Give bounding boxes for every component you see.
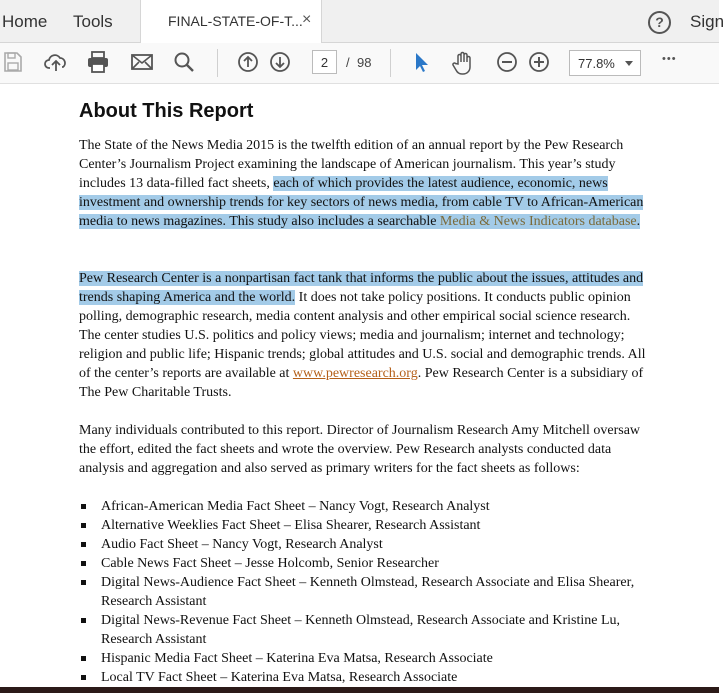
- document-tab[interactable]: [140, 0, 322, 43]
- toolbar-divider: [390, 49, 391, 77]
- text-run: The State of the News Media 2015 is the twelfth edition of an annual report by the Pew Research Center’s Journalism Project examining the landscape of American journalism. This year’s study includes 13 data-filled fact sheets,: [79, 138, 624, 191]
- text-run: .: [636, 214, 641, 229]
- page-total: 98: [357, 55, 372, 70]
- text-run: It does not take policy positions. It conducts public opinion polling, demographic research, media content analysis and other empirical social science research. The center studies U.S. politics and policy views; media and journalism; internet and technology; religion and public life; Hispanic trends; global attitudes and U.S. social and demographic trends. All of the center’s reports are available at: [79, 290, 646, 381]
- fact-sheet-list: [79, 497, 649, 687]
- tools-tab[interactable]: Tools: [73, 12, 113, 31]
- taskbar-edge: [0, 687, 719, 693]
- document-tab-title: FINAL-STATE-OF-T...: [168, 13, 303, 29]
- toolbar: [0, 43, 719, 84]
- more-options-icon[interactable]: •••: [662, 53, 677, 65]
- zoom-in-icon[interactable]: [528, 51, 550, 73]
- list-item: Alternative Weeklies Fact Sheet – Elisa Shearer, Research Assistant: [79, 516, 649, 535]
- sign-tab[interactable]: Sign: [690, 12, 724, 31]
- document-viewer[interactable]: [0, 84, 719, 687]
- print-icon[interactable]: [86, 51, 110, 73]
- upload-cloud-icon[interactable]: [44, 51, 68, 73]
- list-item: Local TV Fact Sheet – Katerina Eva Matsa, Research Associate: [79, 668, 649, 687]
- text-run: each of which provides the latest audience, economic, news investment and ownership trends for key sectors of news media, from cable TV to African-American media to news magazines. This study also includes a searchable: [79, 176, 644, 229]
- list-item: Digital News-Audience Fact Sheet – Kenneth Olmstead, Research Associate and Elisa Shearer, Research Assistant: [79, 573, 649, 611]
- paragraph-about-pew: [79, 269, 649, 402]
- zoom-value: 77.8%: [578, 56, 615, 71]
- zoom-select[interactable]: [569, 50, 641, 76]
- list-item: Cable News Fact Sheet – Jesse Holcomb, Senior Researcher: [79, 554, 649, 573]
- tab-bar: [0, 0, 724, 43]
- page-number-input[interactable]: 2: [312, 50, 337, 74]
- list-item: Digital News-Revenue Fact Sheet – Kenneth Olmstead, Research Associate and Kristine Lu, Research Assistant: [79, 611, 649, 649]
- chevron-down-icon: [625, 61, 633, 66]
- toolbar-divider: [217, 49, 218, 77]
- paragraph-intro: [79, 136, 649, 231]
- help-icon[interactable]: ?: [648, 11, 671, 34]
- home-tab[interactable]: Home: [2, 12, 48, 31]
- next-page-icon[interactable]: [269, 51, 291, 73]
- text-run: Pew Research Center is a nonpartisan fact tank that informs the public about the issues, attitudes and trends shaping America and the world.: [79, 271, 644, 305]
- list-item: African-American Media Fact Sheet – Nancy Vogt, Research Analyst: [79, 497, 649, 516]
- text-run: . Pew Research Center is a subsidiary of The Pew Charitable Trusts.: [79, 366, 644, 400]
- hand-tool-icon[interactable]: [451, 51, 477, 75]
- page-separator: /: [346, 55, 350, 70]
- page-title: About This Report: [79, 100, 254, 122]
- document-link[interactable]: www.pewresearch.org: [292, 366, 418, 381]
- list-item: Audio Fact Sheet – Nancy Vogt, Research Analyst: [79, 535, 649, 554]
- save-icon[interactable]: [3, 51, 23, 73]
- paragraph-contributors: Many individuals contributed to this report. Director of Journalism Research Amy Mitchell oversaw the effort, edited the fact sheets and wrote the overview. Pew Research analysts conducted data analysis and aggregation and also served as primary writers for the fact sheets as follows:: [79, 423, 641, 476]
- email-icon[interactable]: [130, 51, 154, 73]
- list-item: Hispanic Media Fact Sheet – Katerina Eva Matsa, Research Associate: [79, 649, 649, 668]
- select-cursor-icon[interactable]: [411, 51, 431, 73]
- zoom-out-icon[interactable]: [496, 51, 518, 73]
- previous-page-icon[interactable]: [237, 51, 259, 73]
- search-icon[interactable]: [173, 51, 195, 73]
- close-tab-icon[interactable]: ×: [302, 11, 312, 28]
- document-link[interactable]: Media & News Indicators database: [439, 214, 637, 229]
